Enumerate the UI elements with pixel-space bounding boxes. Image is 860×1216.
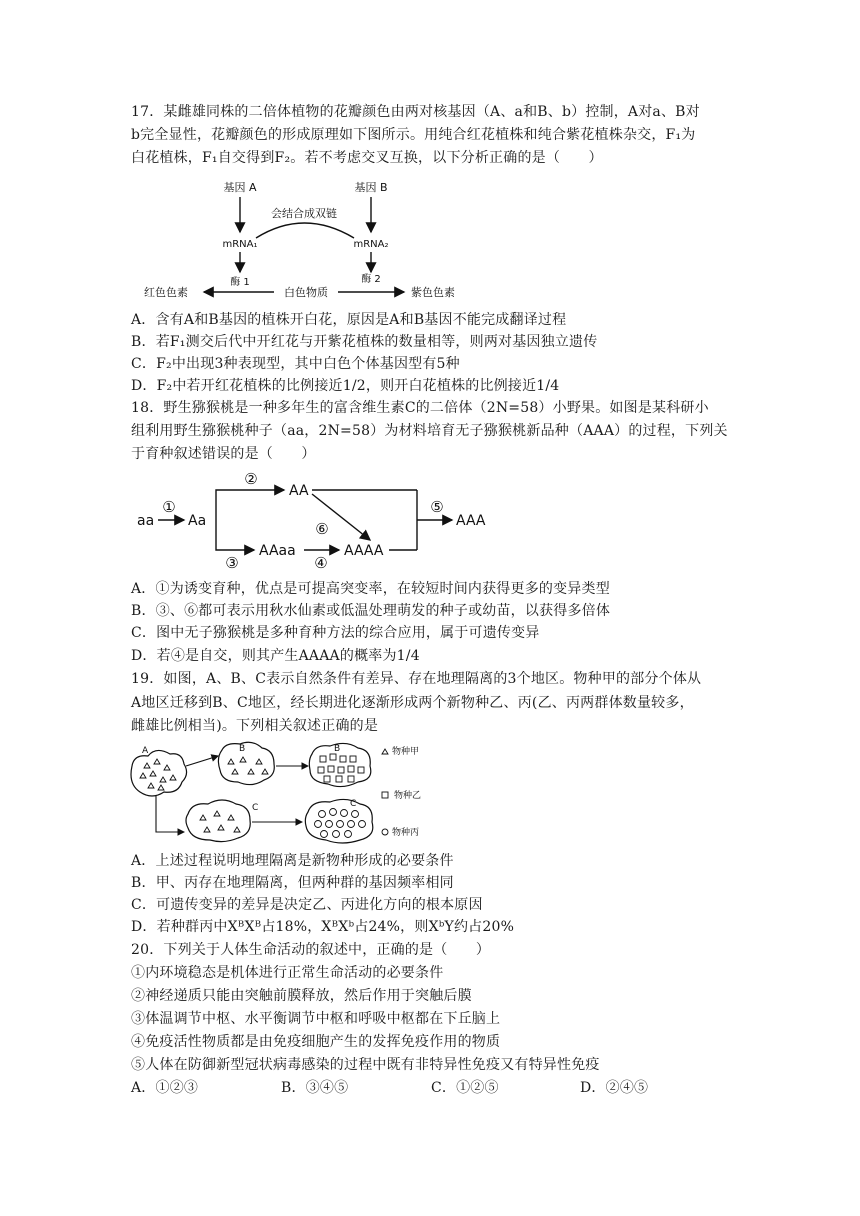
q18-option-b: B．③、⑥都可表示用秋水仙素或低温处理萌发的种子或幼苗，以获得多倍体 bbox=[131, 603, 611, 619]
purple-pigment-label: 紫色色素 bbox=[411, 286, 455, 299]
bind-double-strand-label: 会结合成双链 bbox=[271, 207, 337, 220]
legend-bing: 物种丙 bbox=[392, 828, 420, 838]
q17-stem-line-2: b完全显性，花瓣颜色的形成原理如下图所示。用纯合红花植株和纯合紫花植株杂交，F₁为 bbox=[131, 127, 696, 143]
q17-pigment-pathway-diagram bbox=[136, 176, 476, 304]
enzyme1-label: 酶 1 bbox=[230, 277, 250, 288]
q17-option-c: C．F₂中出现3种表现型，其中白色个体基因型有5种 bbox=[131, 356, 460, 372]
AAaa-label: AAaa bbox=[259, 543, 296, 559]
step-2-marker: ② bbox=[244, 470, 258, 488]
legend-square-icon bbox=[382, 792, 388, 798]
q19-stem-line-2: A地区迁移到B、C地区，经长期进化逐渐形成两个新物种乙、丙(乙、丙两群体数量较多， bbox=[131, 695, 694, 711]
region-a-label: A bbox=[142, 746, 149, 756]
step-3-marker: ③ bbox=[225, 554, 239, 572]
legend-yi: 物种乙 bbox=[394, 791, 422, 801]
Aa-label: Aa bbox=[188, 513, 207, 529]
region-b-early bbox=[218, 742, 274, 784]
step-6-marker: ⑥ bbox=[315, 520, 329, 538]
mrna1-label: mRNA₁ bbox=[222, 239, 258, 250]
species-jia-in-b bbox=[228, 757, 268, 774]
q18-option-d: D．若④是自交，则其产生AAAA的概率为1/4 bbox=[131, 648, 420, 664]
q20-choice-a: A．①②③ bbox=[131, 1080, 199, 1096]
q20-item-3: ③体温调节中枢、水平衡调节中枢和呼吸中枢都在下丘脑上 bbox=[131, 1011, 501, 1027]
q18-stem-line-3: 于育种叙述错误的是（ ） bbox=[131, 446, 316, 462]
legend-jia: 物种甲 bbox=[392, 747, 420, 757]
q20-stem: 20．下列关于人体生命活动的叙述中，正确的是（ ） bbox=[131, 942, 491, 958]
region-b-late-label: B bbox=[334, 744, 341, 754]
region-c-early-label: C bbox=[252, 803, 259, 813]
q20-choice-c: C．①②⑤ bbox=[431, 1080, 499, 1096]
gene-b-label: 基因 B bbox=[354, 181, 388, 194]
q20-item-4: ④免疫活性物质都是由免疫细胞产生的发挥免疫作用的物质 bbox=[131, 1034, 501, 1050]
region-c-early bbox=[186, 800, 250, 842]
q20-item-2: ②神经递质只能由突触前膜释放，然后作用于突触后膜 bbox=[131, 988, 472, 1004]
AAAA-label: AAAA bbox=[344, 543, 384, 559]
region-b-early-label: B bbox=[239, 744, 246, 754]
q19-option-d: D．若种群丙中XᴮXᴮ占18%，XᴮXᵇ占24%，则XᵇY约占20% bbox=[131, 919, 515, 935]
q19-option-c: C．可遗传变异的差异是决定乙、丙进化方向的根本原因 bbox=[131, 897, 483, 913]
q18-option-a: A．①为诱变育种，优点是可提高突变率，在较短时间内获得更多的变异类型 bbox=[131, 581, 610, 597]
q18-option-c: C．图中无子猕猴桃是多种育种方法的综合应用，属于可遗传变异 bbox=[131, 625, 540, 641]
species-bing-in-c bbox=[315, 809, 366, 838]
migrate-a-to-c bbox=[156, 796, 184, 832]
step-4-marker: ④ bbox=[314, 554, 328, 572]
q17-option-d: D．F₂中若开红花植株的比例接近1/2，则开白花植株的比例接近1/4 bbox=[131, 378, 560, 394]
step-1-marker: ① bbox=[162, 498, 176, 516]
q17-stem-line-3: 白花植株，F₁自交得到F₂。若不考虑交叉互换，以下分析正确的是（ ） bbox=[131, 150, 603, 166]
q17-stem-line-1: 17．某雌雄同株的二倍体植物的花瓣颜色由两对核基因（A、a和B、b）控制，A对a、B对 bbox=[131, 104, 700, 120]
q18-stem-line-1: 18．野生猕猴桃是一种多年生的富含维生素C的二倍体（2N=58）小野果。如图是某科研小 bbox=[131, 400, 709, 416]
q17-option-a: A．含有A和B基因的植株开白花，原因是A和B基因不能完成翻译过程 bbox=[131, 312, 567, 328]
species-jia-in-a bbox=[140, 759, 176, 790]
binding-arc bbox=[256, 223, 354, 238]
enzyme2-label: 酶 2 bbox=[361, 274, 381, 285]
q20-item-1: ①内环境稳态是机体进行正常生命活动的必要条件 bbox=[131, 965, 444, 981]
q18-breeding-process-diagram bbox=[134, 468, 494, 578]
legend-triangle-icon bbox=[382, 749, 388, 754]
AAA-label: AAA bbox=[456, 513, 486, 529]
migrate-a-to-b bbox=[186, 756, 218, 766]
region-c-late-label: C bbox=[350, 799, 357, 809]
q19-stem-line-3: 雌雄比例相当)。下列相关叙述正确的是 bbox=[131, 718, 379, 734]
arrow-2 bbox=[216, 490, 284, 520]
q20-choice-d: D．②④⑤ bbox=[580, 1080, 649, 1096]
q19-speciation-diagram bbox=[126, 740, 436, 846]
species-jia-in-c bbox=[200, 811, 240, 832]
AA-label: AA bbox=[289, 483, 309, 499]
q19-option-a: A．上述过程说明地理隔离是新物种形成的必要条件 bbox=[131, 853, 454, 869]
q19-stem-line-1: 19．如图，A、B、C表示自然条件有差异、存在地理隔离的3个地区。物种甲的部分个体从 bbox=[131, 671, 702, 687]
step-5-marker: ⑤ bbox=[430, 498, 444, 516]
q17-option-b: B．若F₁测交后代中开红花与开紫花植株的数量相等，则两对基因独立遗传 bbox=[131, 334, 598, 350]
q20-choice-b: B．③④⑤ bbox=[281, 1080, 349, 1096]
q18-stem-line-2: 组利用野生猕猴桃种子（aa，2N=58）为材料培育无子猕猴桃新品种（AAA）的过程，下列关 bbox=[131, 423, 728, 439]
species-yi-in-b bbox=[318, 754, 364, 782]
aa-label: aa bbox=[137, 513, 155, 529]
mrna2-label: mRNA₂ bbox=[353, 239, 389, 250]
q20-item-5: ⑤人体在防御新型冠状病毒感染的过程中既有非特异性免疫又有特异性免疫 bbox=[131, 1057, 600, 1073]
q19-option-b: B．甲、丙存在地理隔离，但两种群的基因频率相同 bbox=[131, 875, 454, 891]
gene-a-label: 基因 A bbox=[223, 181, 257, 194]
arrow-3 bbox=[216, 520, 254, 550]
white-substance-label: 白色物质 bbox=[284, 286, 328, 299]
red-pigment-label: 红色色素 bbox=[144, 286, 188, 299]
legend-circle-icon bbox=[382, 829, 388, 835]
